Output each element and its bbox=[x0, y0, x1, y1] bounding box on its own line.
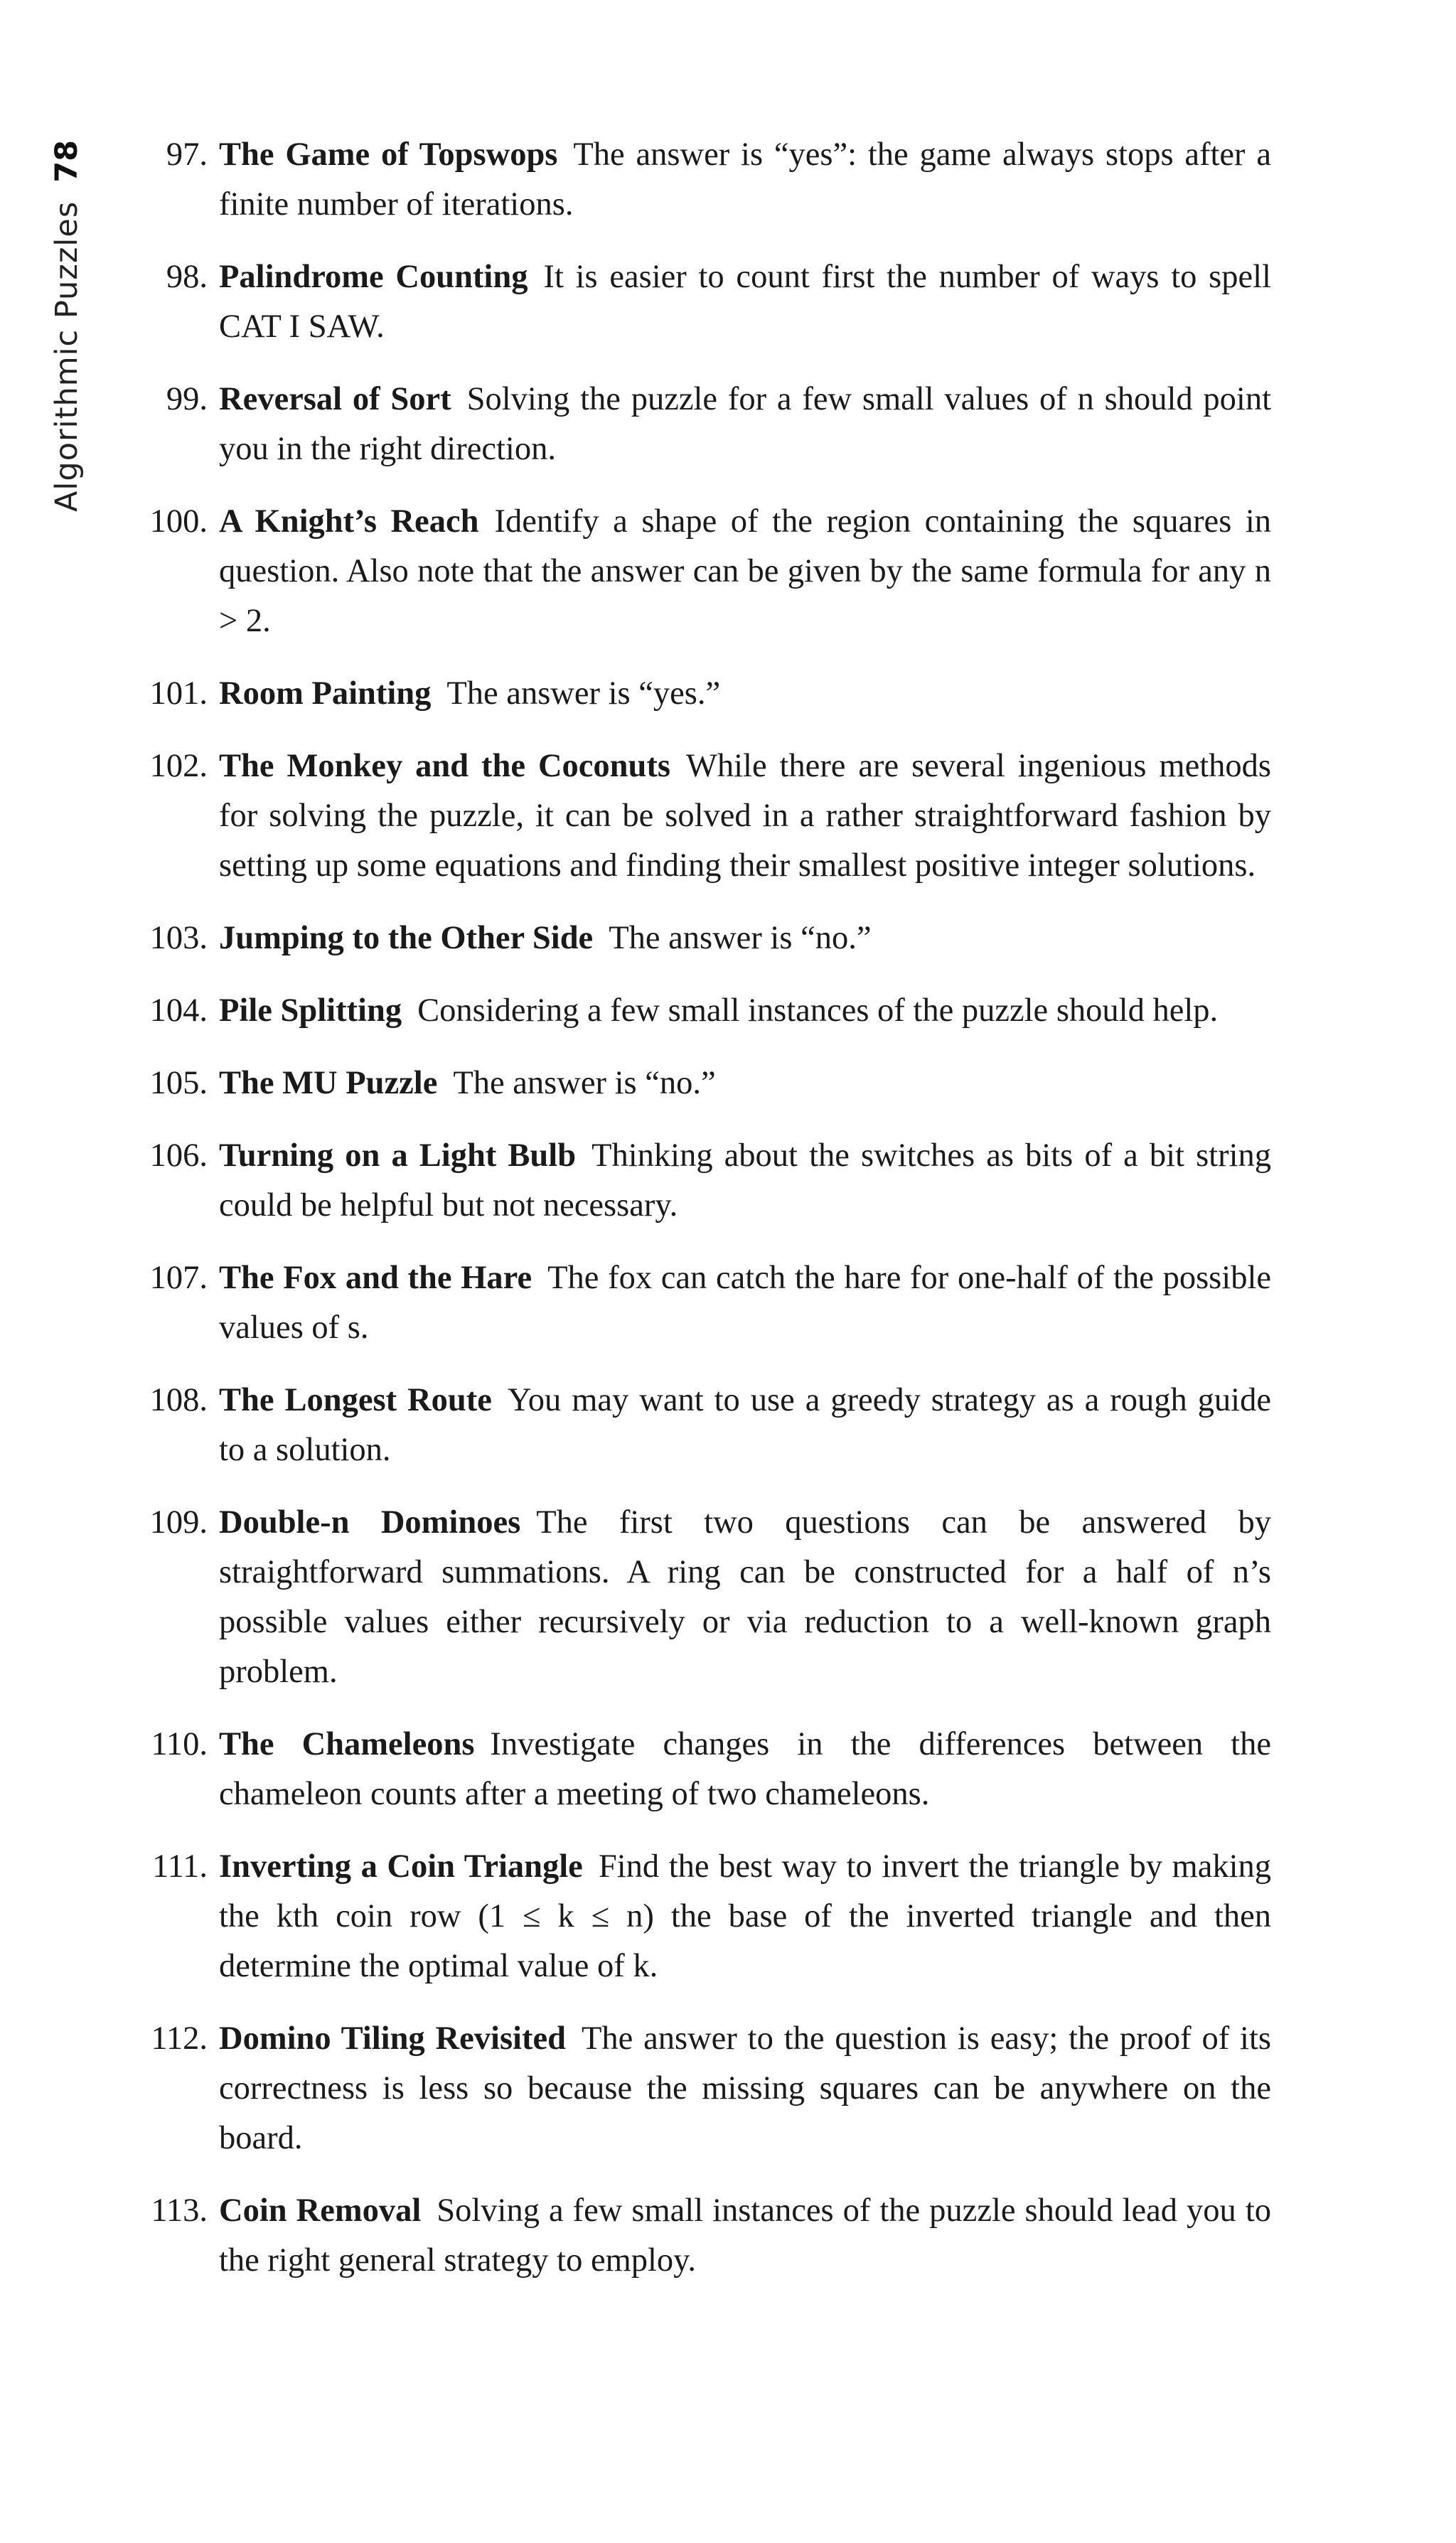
hint-item bbox=[135, 2186, 1271, 2286]
hint-item bbox=[135, 1498, 1271, 1697]
hint-number: 99. bbox=[166, 381, 208, 417]
hint-number: 107. bbox=[149, 1260, 208, 1296]
hint-title: Turning on a Light Bulb bbox=[219, 1137, 577, 1174]
hint-text: The fox can catch the hare for one-half of the possible values of s. bbox=[219, 1260, 1271, 1346]
hint-number: 104. bbox=[149, 992, 208, 1029]
page-number: 78 bbox=[49, 139, 85, 183]
hint-title: Domino Tiling Revisited bbox=[219, 2020, 566, 2057]
hint-title: Double-n Dominoes bbox=[219, 1504, 521, 1541]
hint-text: The answer to the question is easy; the proof of its correctness is less so because the missing squares can be anywhere on the board. bbox=[219, 2020, 1271, 2156]
hint-number: 97. bbox=[166, 136, 208, 173]
hint-item bbox=[135, 1059, 1271, 1108]
hint-number: 105. bbox=[149, 1065, 208, 1101]
hint-text: Solving the puzzle for a few small values of n should point you in the right direction. bbox=[219, 381, 1272, 467]
hint-title: The Longest Route bbox=[219, 1382, 492, 1418]
hint-title: Inverting a Coin Triangle bbox=[219, 1848, 583, 1885]
hint-title: Room Painting bbox=[219, 675, 432, 712]
hint-number: 102. bbox=[149, 748, 208, 784]
hint-item bbox=[135, 1720, 1271, 1819]
hint-item bbox=[135, 130, 1271, 230]
hint-text: Identify a shape of the region containing the squares in question. Also note that the answer can be given by the same formula for any n > 2. bbox=[219, 503, 1271, 639]
hint-item bbox=[135, 497, 1271, 646]
hint-item bbox=[135, 1131, 1271, 1231]
hint-text: The answer is “no.” bbox=[609, 920, 872, 956]
hint-number: 98. bbox=[166, 259, 208, 295]
hint-text: You may want to use a greedy strategy as a rough guide to a solution. bbox=[219, 1382, 1271, 1468]
hint-title: A Knight’s Reach bbox=[219, 503, 479, 540]
hint-text: It is easier to count first the number of ways to spell CAT I SAW. bbox=[219, 259, 1271, 345]
hint-number: 106. bbox=[149, 1137, 208, 1174]
hint-text: The answer is “yes”: the game always stops after a finite number of iterations. bbox=[219, 136, 1271, 223]
hint-text: The first two questions can be answered by straightforward summations. A ring can be constructed for a half of n’s possible values either recursively or via reduction to a well-known graph problem. bbox=[219, 1504, 1271, 1690]
book-title: Algorithmic Puzzles bbox=[49, 200, 85, 512]
hint-title: Reversal of Sort bbox=[219, 381, 451, 417]
hint-item bbox=[135, 742, 1271, 891]
hint-number: 101. bbox=[149, 675, 208, 712]
hint-title: The MU Puzzle bbox=[219, 1065, 438, 1101]
hint-item bbox=[135, 1376, 1271, 1475]
hint-number: 112. bbox=[151, 2020, 208, 2057]
hint-item bbox=[135, 375, 1271, 474]
hint-text: Find the best way to invert the triangle by making the kth coin row (1 ≤ k ≤ n) the base of the inverted triangle and then determine the optimal value of k. bbox=[219, 1848, 1272, 1984]
hint-item bbox=[135, 669, 1271, 719]
hint-title: Coin Removal bbox=[219, 2193, 422, 2229]
hint-number: 113. bbox=[151, 2193, 208, 2229]
hint-text: Solving a few small instances of the puzzle should lead you to the right general strategy to employ. bbox=[219, 2193, 1271, 2279]
hint-number: 108. bbox=[149, 1382, 208, 1418]
hint-number: 111. bbox=[152, 1848, 208, 1885]
hint-text: Investigate changes in the differences between the chameleon counts after a meeting of two chameleons. bbox=[219, 1726, 1271, 1812]
hint-text: Thinking about the switches as bits of a bit string could be helpful but not necessary. bbox=[219, 1137, 1271, 1224]
hint-item bbox=[135, 1842, 1271, 1991]
hint-list bbox=[135, 130, 1271, 2308]
hint-title: Pile Splitting bbox=[219, 992, 402, 1029]
hint-title: Jumping to the Other Side bbox=[219, 920, 594, 956]
hint-item bbox=[135, 252, 1271, 352]
hint-item bbox=[135, 1253, 1271, 1353]
hint-number: 100. bbox=[149, 503, 208, 540]
hint-title: The Game of Topswops bbox=[219, 136, 558, 173]
hint-number: 109. bbox=[149, 1504, 208, 1541]
hint-item bbox=[135, 2014, 1271, 2163]
hint-title: Palindrome Counting bbox=[219, 259, 528, 295]
hint-title: The Chameleons bbox=[219, 1726, 475, 1762]
hint-item bbox=[135, 914, 1271, 963]
hint-item bbox=[135, 986, 1271, 1036]
hint-text: Considering a few small instances of the puzzle should help. bbox=[417, 992, 1219, 1029]
running-head bbox=[38, 139, 95, 512]
hint-number: 110. bbox=[151, 1726, 208, 1762]
hint-title: The Fox and the Hare bbox=[219, 1260, 532, 1296]
hint-text: The answer is “no.” bbox=[453, 1065, 716, 1101]
hint-text: While there are several ingenious methods for solving the puzzle, it can be solved in a rather straightforward fashion by setting up some equations and finding their smallest positive integer solutions. bbox=[219, 748, 1271, 884]
hint-number: 103. bbox=[149, 920, 208, 956]
hint-title: The Monkey and the Coconuts bbox=[219, 748, 670, 784]
hint-text: The answer is “yes.” bbox=[446, 675, 721, 712]
